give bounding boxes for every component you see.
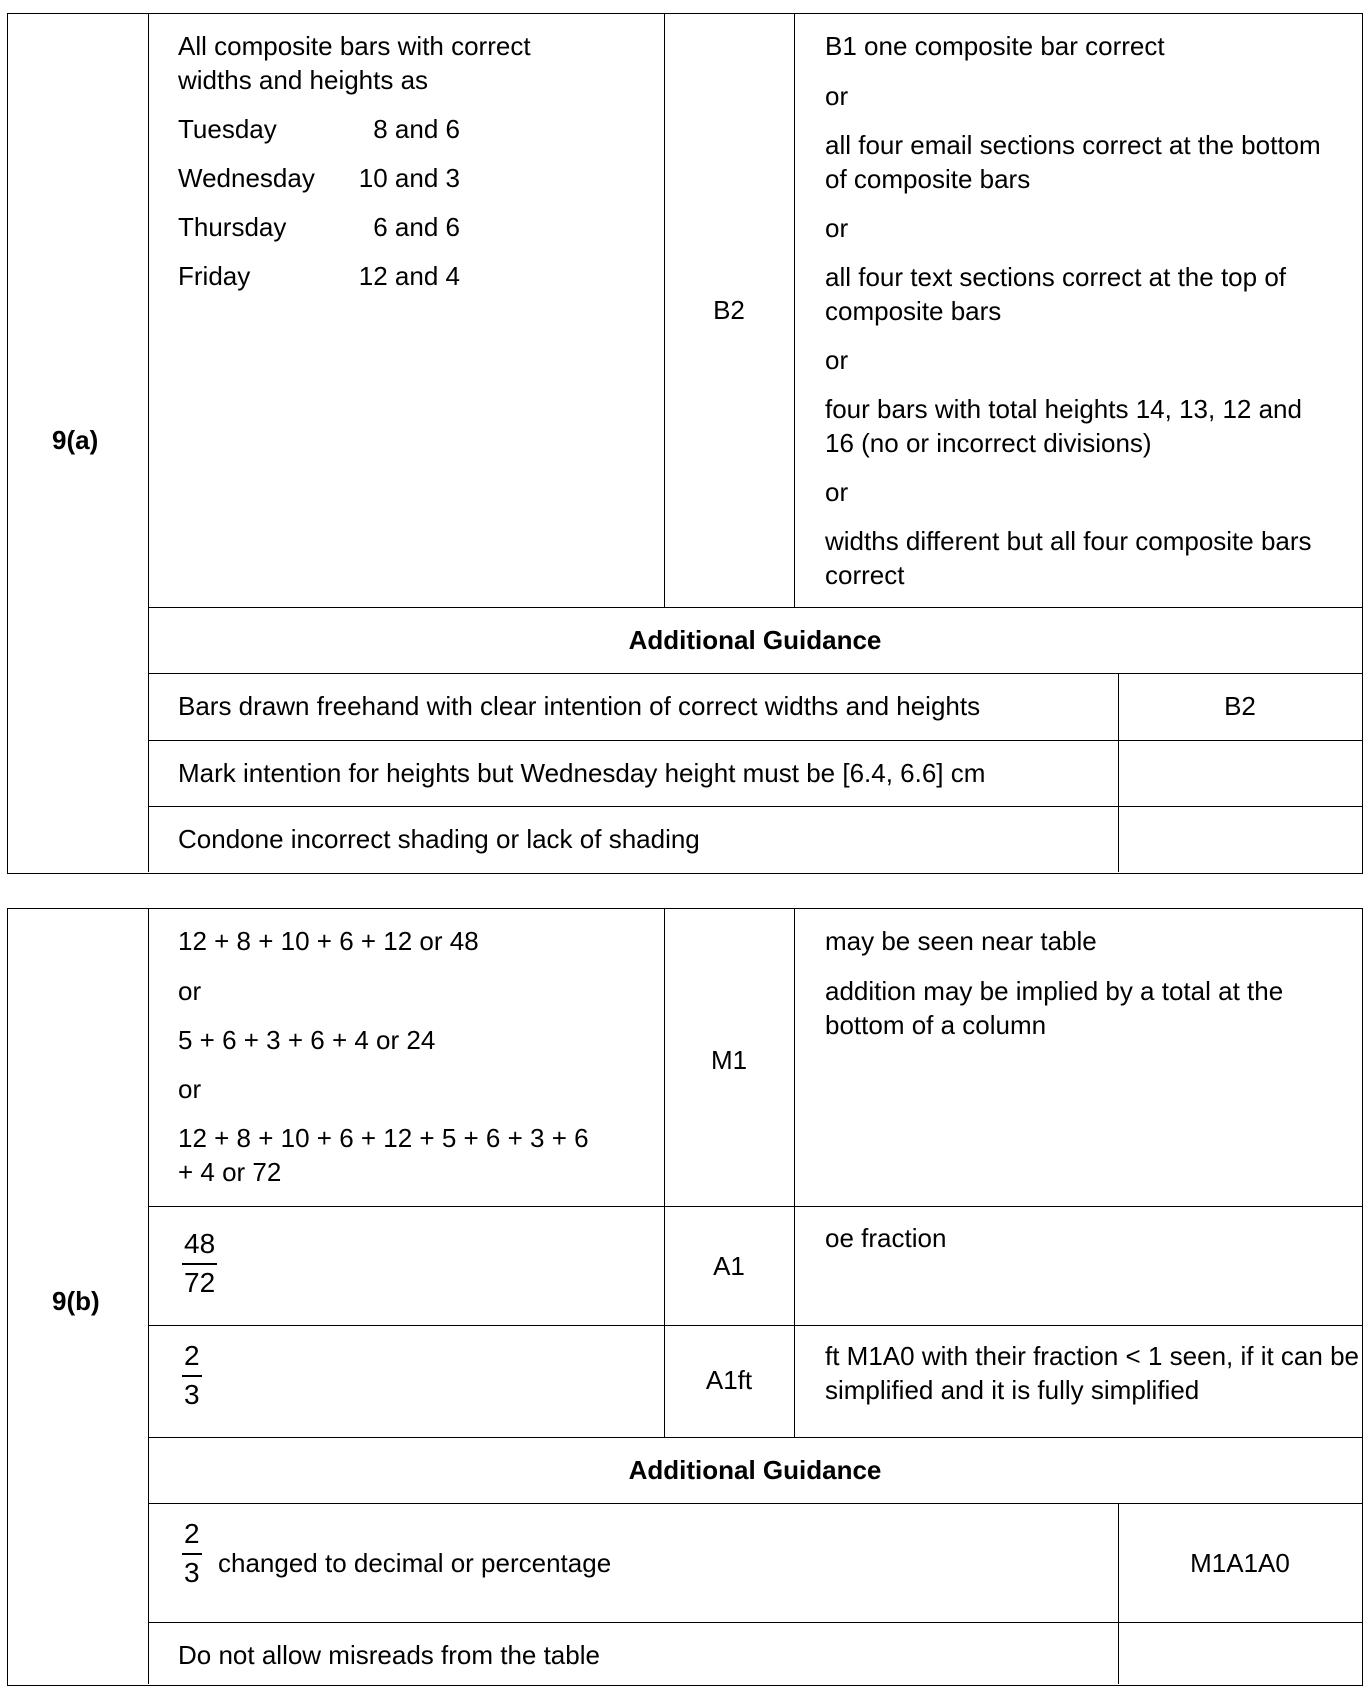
divider [794, 14, 795, 607]
divider [148, 1503, 1362, 1504]
day-value: 6 and 6 [373, 212, 460, 242]
divider [794, 909, 795, 1437]
mark-code: A1 [713, 1251, 745, 1281]
fraction-numerator: 48 [182, 1229, 217, 1265]
guidance-text: Condone incorrect shading or lack of shading [178, 824, 700, 854]
guidance-title: Additional Guidance [628, 1455, 882, 1485]
working-line: or [178, 1074, 202, 1104]
day-label: Wednesday [178, 163, 315, 193]
mark-code: M1 [710, 1045, 748, 1075]
divider [148, 740, 1362, 741]
day-value: 12 and 4 [358, 261, 460, 291]
fraction [182, 1229, 217, 1299]
comment: or [825, 477, 849, 507]
divider [664, 909, 665, 1437]
divider [148, 14, 149, 872]
mark-code: B2 [713, 295, 745, 325]
day-row [178, 260, 460, 294]
working-line: + 4 or 72 [178, 1157, 282, 1187]
guidance-text: changed to decimal or percentage [218, 1548, 612, 1578]
day-value: 10 and 3 [358, 163, 460, 193]
divider [148, 806, 1362, 807]
comment: oe fraction [825, 1223, 947, 1253]
day-row [178, 162, 460, 196]
working-line: or [178, 976, 202, 1006]
comment: B1 one composite bar correct [825, 31, 1165, 61]
fraction [182, 1341, 202, 1411]
divider [148, 909, 149, 1684]
working-line: 12 + 8 + 10 + 6 + 12 or 48 [178, 926, 479, 956]
question-number: 9(b) [52, 1286, 100, 1316]
divider [148, 1622, 1362, 1623]
comment: may be seen near table [825, 926, 1097, 956]
guidance-text: Do not allow misreads from the table [178, 1640, 600, 1670]
comment: widths different but all four composite bars correct [825, 526, 1312, 590]
guidance-mark: M1A1A0 [1190, 1548, 1290, 1578]
fraction-numerator: 2 [182, 1341, 202, 1377]
comment: ft M1A0 with their fraction < 1 seen, if it can be simplified and it is fully simplified [825, 1341, 1359, 1405]
mark-code: A1ft [705, 1365, 753, 1395]
question-9a-table [7, 13, 1363, 874]
fraction-denominator: 72 [184, 1266, 216, 1298]
day-label: Thursday [178, 212, 287, 242]
guidance-text: Bars drawn freehand with clear intention of correct widths and heights [178, 691, 981, 721]
comment: all four text sections correct at the top of composite bars [825, 262, 1287, 326]
day-value: 8 and 6 [373, 114, 460, 144]
divider [148, 607, 1362, 608]
fraction-denominator: 3 [184, 1378, 200, 1410]
fraction-numerator: 2 [182, 1519, 202, 1555]
divider [148, 1206, 1362, 1207]
comment: four bars with total heights 14, 13, 12 and 16 (no or incorrect divisions) [825, 394, 1302, 458]
comment: or [825, 81, 849, 111]
day-label: Tuesday [178, 114, 277, 144]
fraction [182, 1519, 202, 1589]
day-row [178, 211, 460, 245]
comment: addition may be implied by a total at the bottom of a column [825, 976, 1284, 1040]
day-row [178, 113, 460, 147]
divider [148, 1437, 1362, 1438]
question-number: 9(a) [52, 425, 99, 455]
answer-line: widths and heights as [178, 65, 429, 95]
divider [1118, 1503, 1119, 1684]
guidance-mark: B2 [1224, 691, 1256, 721]
fraction-denominator: 3 [184, 1556, 200, 1588]
working-line: 5 + 6 + 3 + 6 + 4 or 24 [178, 1025, 436, 1055]
question-9b-table [7, 908, 1363, 1686]
comment: or [825, 213, 849, 243]
divider [148, 1325, 1362, 1326]
divider [148, 673, 1362, 674]
working-line: 12 + 8 + 10 + 6 + 12 + 5 + 6 + 3 + 6 [178, 1123, 589, 1153]
guidance-title: Additional Guidance [628, 625, 882, 655]
day-label: Friday [178, 261, 251, 291]
comment: or [825, 345, 849, 375]
answer-line: All composite bars with correct [178, 31, 531, 61]
guidance-text: Mark intention for heights but Wednesday height must be [6.4, 6.6] cm [178, 758, 986, 788]
comment: all four email sections correct at the bottom of composite bars [825, 130, 1321, 194]
